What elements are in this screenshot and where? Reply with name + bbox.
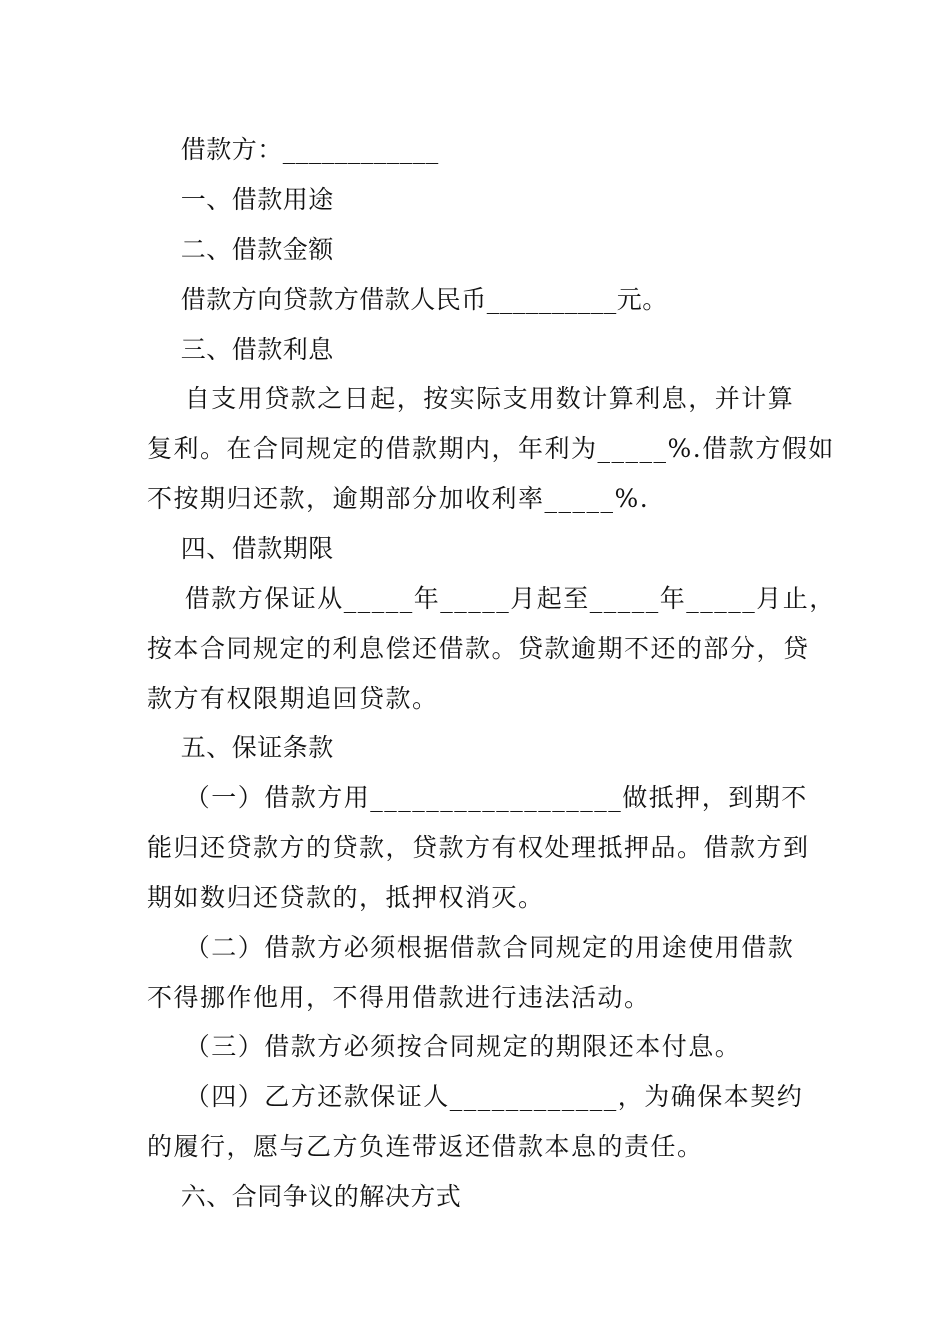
- section-4-heading: 四、借款期限: [147, 534, 334, 563]
- section-2-heading: 二、借款金额: [147, 235, 334, 264]
- term-text-line-1: 借款方保证从_____年_____月起至_____年_____月止，: [147, 584, 836, 613]
- clause-4-line-2: 的履行，愿与乙方负连带返还借款本息的责任。: [147, 1132, 704, 1161]
- section-5-heading: 五、保证条款: [147, 733, 334, 762]
- clause-1-line-1: （一）借款方用__________________做抵押，到期不: [147, 783, 808, 812]
- section-6-heading: 六、合同争议的解决方式: [147, 1182, 462, 1211]
- clause-1-line-2: 能归还贷款方的贷款，贷款方有权处理抵押品。借款方到: [147, 833, 810, 862]
- interest-text-line-3: 不按期归还款，逾期部分加收利率_____%.: [147, 484, 650, 513]
- clause-2-line-1: （二）借款方必须根据借款合同规定的用途使用借款: [147, 933, 795, 962]
- loan-amount-text: 借款方向贷款方借款人民币__________元。: [147, 285, 668, 314]
- clause-3-line-1: （三）借款方必须按合同规定的期限还本付息。: [147, 1032, 742, 1061]
- borrower-line: 借款方：____________: [147, 135, 439, 164]
- section-1-heading: 一、借款用途: [147, 185, 334, 214]
- interest-text-line-1: 自支用贷款之日起，按实际支用数计算利息，并计算: [147, 384, 795, 413]
- clause-1-line-3: 期如数归还贷款的，抵押权消灭。: [147, 883, 545, 912]
- section-3-heading: 三、借款利息: [147, 335, 334, 364]
- clause-2-line-2: 不得挪作他用，不得用借款进行违法活动。: [147, 983, 651, 1012]
- term-text-line-3: 款方有权限期追回贷款。: [147, 684, 439, 713]
- clause-4-line-1: （四）乙方还款保证人____________，为确保本契约: [147, 1082, 804, 1111]
- term-text-line-2: 按本合同规定的利息偿还借款。贷款逾期不还的部分，贷: [147, 634, 810, 663]
- interest-text-line-2: 复利。在合同规定的借款期内，年利为_____%.借款方假如: [147, 434, 835, 463]
